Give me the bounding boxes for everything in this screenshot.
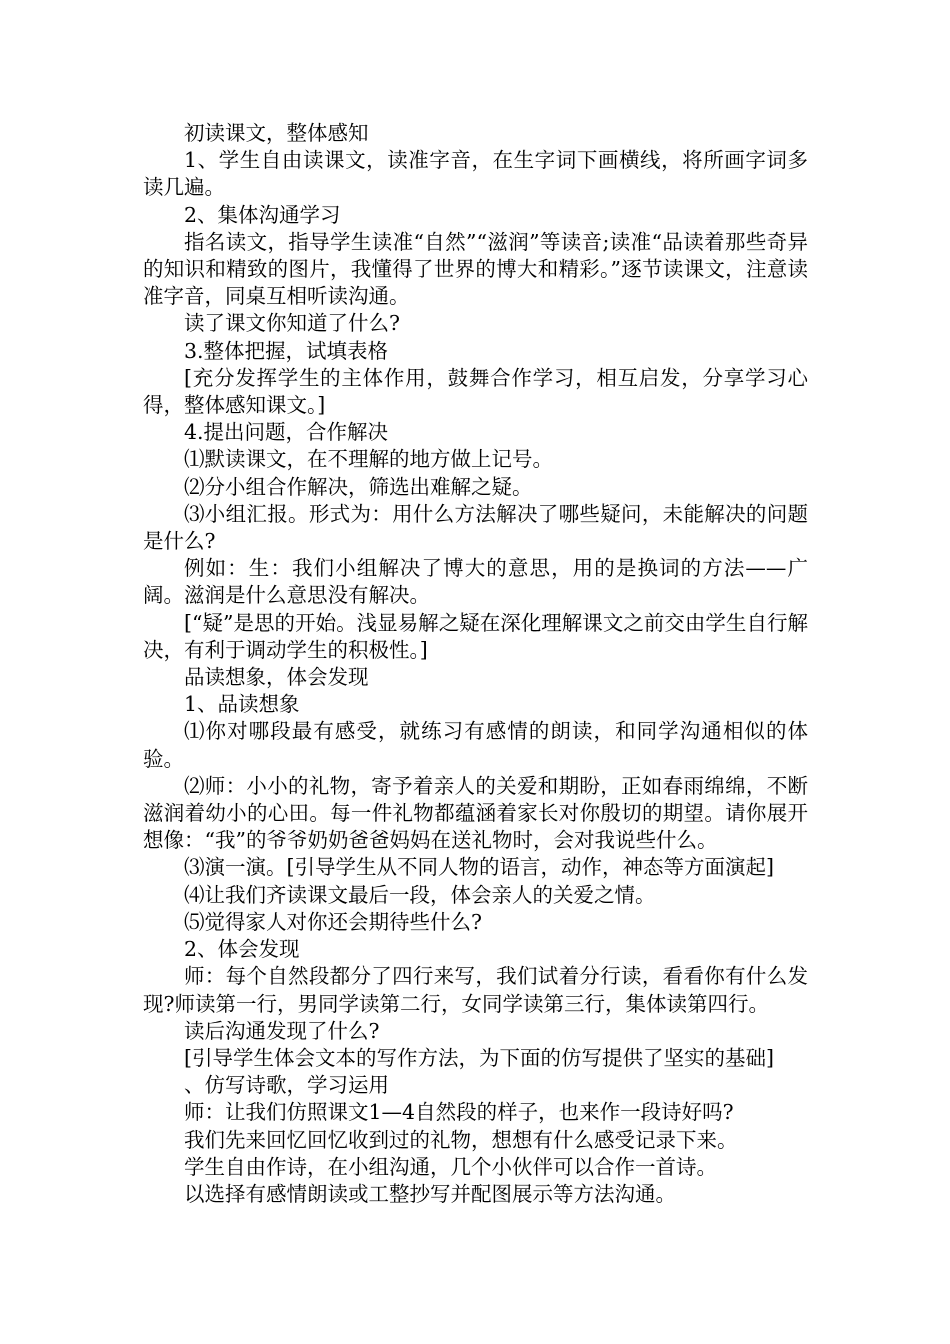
paragraph: 2、集体沟通学习	[184, 202, 341, 227]
paragraph: ⑴你对哪段最有感受，就练习有感情的朗读，和同学沟通相似的体验。	[143, 719, 808, 771]
paragraph: [充分发挥学生的主体作用，鼓舞合作学习，相互启发，分享学习心得，整体感知课文。]	[143, 365, 808, 418]
heading-reading-imagination: 品读想象，体会发现	[184, 665, 369, 690]
paragraph: 4.提出问题，合作解决	[184, 420, 389, 445]
paragraph: [“疑”是思的开始。浅显易解之疑在深化理解课文之前交由学生自行解决，有利于调动学生的积极性。]	[143, 610, 808, 662]
paragraph: ⑴默读课文，在不理解的地方做上记号。	[184, 447, 553, 472]
document-body	[143, 120, 808, 1208]
paragraph: 我们先来回忆回忆收到过的礼物，想想有什么感受记录下来。	[184, 1127, 738, 1152]
paragraph: 指名读文，指导学生读准“自然”“滋润”等读音;读准“品读着那些奇异的知识和精致的图片，我懂得了世界的博大和精彩。”逐节读课文，注意读准字音，同桌互相听读沟通。	[143, 229, 808, 309]
paragraph: ⑵分小组合作解决，筛选出难解之疑。	[184, 474, 533, 499]
paragraph: 例如：生：我们小组解决了博大的意思，用的是换词的方法——广阔。滋润是什么意思没有解决。	[143, 556, 808, 608]
paragraph: 1、品读想象	[184, 692, 300, 717]
paragraph: 师：每个自然段都分了四行来写，我们试着分行读，看看你有什么发现?师读第一行，男同学读第二行，女同学读第三行，集体读第四行。	[143, 964, 808, 1016]
paragraph: 读后沟通发现了什么?	[184, 1018, 380, 1043]
paragraph: 以选择有感情朗读或工整抄写并配图展示等方法沟通。	[184, 1181, 676, 1206]
paragraph: 3.整体把握，试填表格	[184, 338, 389, 363]
paragraph: 2、体会发现	[184, 937, 300, 962]
paragraph: 学生自由作诗，在小组沟通，几个小伙伴可以合作一首诗。	[184, 1154, 717, 1179]
heading-first-reading: 初读课文，整体感知	[184, 121, 369, 145]
paragraph: ⑶演一演。[引导学生从不同人物的语言，动作，神态等方面演起]	[184, 855, 774, 880]
paragraph: ⑸觉得家人对你还会期待些什么?	[184, 909, 482, 934]
paragraph: 1、学生自由读课文，读准字音，在生字词下画横线，将所画字词多读几遍。	[143, 148, 808, 200]
paragraph: ⑵师：小小的礼物，寄予着亲人的关爱和期盼，正如春雨绵绵，不断滋润着幼小的心田。每一件礼物都蕴涵着家长对你殷切的期望。请你展开想像：“我”的爷爷奶奶爸爸妈妈在送礼物时，会对我说些什么。	[143, 773, 808, 853]
paragraph: 师：让我们仿照课文1—4自然段的样子，也来作一段诗好吗?	[184, 1100, 734, 1125]
paragraph: ⑶小组汇报。形式为：用什么方法解决了哪些疑问，未能解决的问题是什么?	[143, 501, 808, 554]
paragraph: [引导学生体会文本的写作方法，为下面的仿写提供了坚实的基础]	[184, 1045, 774, 1070]
heading-poem-writing: 、仿写诗歌，学习运用	[184, 1073, 389, 1098]
paragraph: ⑷让我们齐读课文最后一段，体会亲人的关爱之情。	[184, 882, 656, 907]
paragraph: 读了课文你知道了什么?	[184, 311, 400, 336]
